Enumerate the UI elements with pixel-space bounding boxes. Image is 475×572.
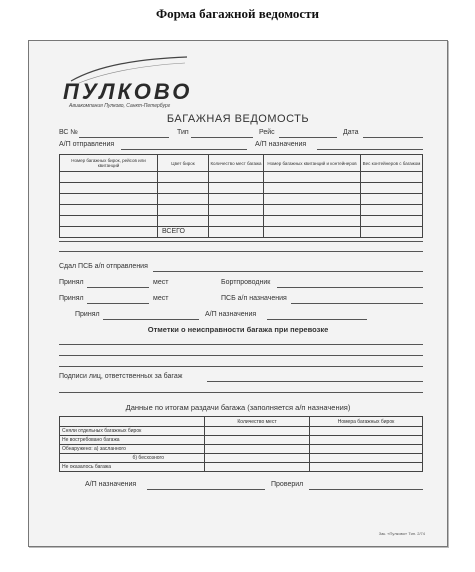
table-row (60, 205, 423, 216)
row-label: Сняли отдельных багажных бирок (60, 427, 205, 436)
divider (59, 251, 423, 252)
field-vs[interactable] (79, 137, 169, 138)
field-arrival-ap[interactable] (267, 319, 367, 320)
row-label: Не оказалось багажа (60, 463, 205, 472)
field-handed-over[interactable] (153, 271, 423, 272)
distribution-title: Данные по итогам раздачи багажа (заполняется а/п назначения) (125, 403, 351, 412)
remarks-title: Отметки о неисправности багажа при перевозке (147, 325, 329, 334)
airline-logo: ПУЛКОВО (63, 79, 193, 104)
label-handed-over: Сдал ПСБ а/п отправления (59, 263, 148, 270)
row-label: Не востребовано багажа (60, 436, 205, 445)
table-row (60, 445, 423, 454)
table-row (60, 454, 423, 463)
baggage-form-sheet (28, 40, 448, 547)
table-header: Количество мест багажа (209, 155, 264, 172)
field-checked[interactable] (309, 489, 423, 490)
table-header: Вес контейнеров с багажом (361, 155, 423, 172)
table-row (60, 183, 423, 194)
field-flight[interactable] (279, 137, 337, 138)
field-bottom-arrival-ap[interactable] (147, 489, 265, 490)
table-row (60, 463, 423, 472)
table-row (60, 427, 423, 436)
field-type[interactable] (191, 137, 253, 138)
field-psb-arrival[interactable] (291, 303, 423, 304)
field-signatures[interactable] (207, 381, 423, 382)
table-row (60, 227, 423, 238)
table-header (60, 417, 205, 427)
label-signatures: Подписи лиц, ответственных за багаж (59, 373, 183, 380)
remarks-line[interactable] (59, 366, 423, 367)
table-header: Номера багажных бирок (310, 417, 423, 427)
signatures-line[interactable] (59, 392, 423, 393)
label-bottom-arrival-ap: А/П назначения (85, 481, 137, 488)
field-departure-airport[interactable] (121, 149, 247, 150)
label-received-3: Принял (75, 311, 100, 318)
form-title: БАГАЖНАЯ ВЕДОМОСТЬ (166, 113, 310, 125)
table-row (60, 172, 423, 183)
table-row (60, 436, 423, 445)
field-received-2[interactable] (87, 303, 149, 304)
label-psb-arrival: ПСБ а/п назначения (221, 295, 287, 302)
table-header: Номер багажных квитанций и контейнеров (264, 155, 361, 172)
field-received-3[interactable] (103, 319, 199, 320)
label-date: Дата (343, 129, 359, 136)
page-caption: Форма багажной ведомости (155, 6, 320, 21)
label-received-2: Принял (59, 295, 84, 302)
label-received-1: Принял (59, 279, 84, 286)
table-header: Номер багажных бирок, рейсов или квитанций (60, 155, 158, 172)
label-checked: Проверил (271, 481, 304, 488)
label-places-1: мест (153, 279, 169, 286)
label-vs: ВС № (59, 129, 78, 136)
airline-logo-subtitle: Авиакомпания Пулково, Санкт-Петербург (69, 103, 171, 109)
print-code: Зак. «Пулково» Тип. 2/74 (378, 531, 425, 536)
label-arrival-ap: А/П назначения (205, 311, 257, 318)
remarks-line[interactable] (59, 344, 423, 345)
table-total-label: ВСЕГО (162, 228, 186, 235)
divider (59, 241, 423, 242)
label-departure-airport: А/П отправления (59, 141, 115, 148)
label-places-2: мест (153, 295, 169, 302)
field-flight-attendant[interactable] (277, 287, 423, 288)
table-header: Количество мест (205, 417, 310, 427)
remarks-line[interactable] (59, 355, 423, 356)
row-label: б) бесхозного (60, 454, 205, 463)
baggage-table (59, 154, 423, 238)
label-flight-attendant: Бортпроводник (221, 279, 271, 286)
row-label: Обнаружено: а) засланного (60, 445, 205, 454)
label-type: Тип (177, 129, 189, 136)
distribution-table (59, 416, 423, 472)
field-date[interactable] (363, 137, 423, 138)
table-header: Цвет бирок (158, 155, 209, 172)
label-flight: Рейс (259, 129, 275, 136)
label-arrival-airport: А/П назначения (255, 141, 307, 148)
table-row (60, 216, 423, 227)
table-row (60, 194, 423, 205)
field-received-1[interactable] (87, 287, 149, 288)
field-arrival-airport[interactable] (317, 149, 423, 150)
